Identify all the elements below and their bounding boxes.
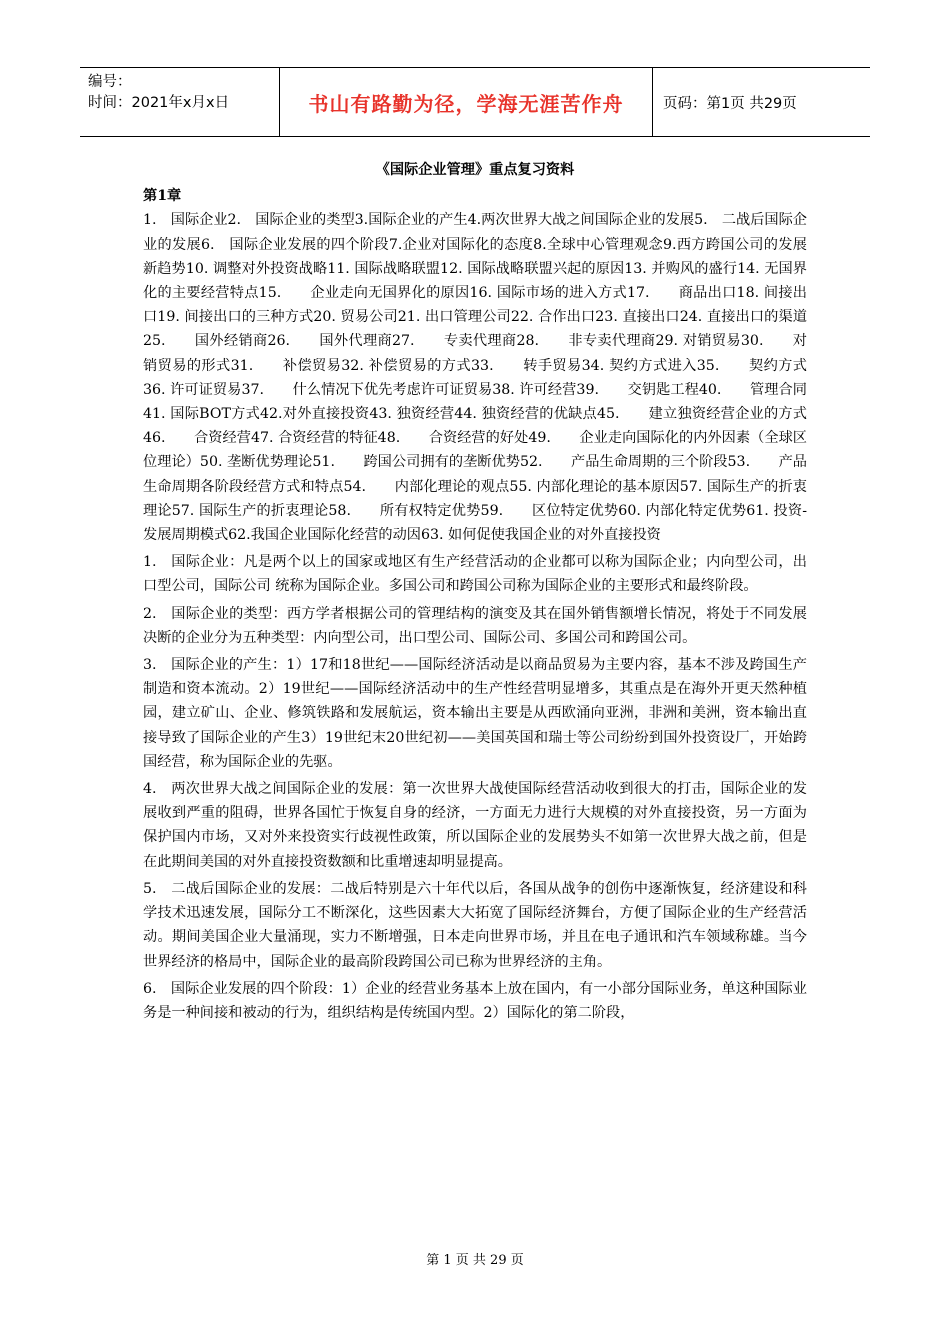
paragraph-5: 5. 二战后国际企业的发展：二战后特别是六十年代以后，各国从战争的创伤中逐渐恢复，经济建设和科学技术迅速发展，国际分工不断深化，这些因素大大拓宽了国际经济舞台，方便了国际企业的生产经营活动。期间美国企业大量涌现，实力不断增强，日本走向世界市场，并且在电子通讯和汽车领域称雄。当今世界经济的格局中，国际企业的最高阶段跨国公司已称为世界经济的主角。 — [143, 880, 807, 970]
header-left-cell — [80, 68, 280, 136]
paragraph-3: 3. 国际企业的产生：1）17和18世纪——国际经济活动是以商品贸易为主要内容，基本不涉及跨国生产制造和资本流动。2）19世纪——国际经济活动中的生产性经营明显增多，其重点是在海外开更天然种植园，建立矿山、企业、修筑铁路和发展航运，资本输出主要是从西欧涌向亚洲，非洲和美洲，资本输出直接导致了国际企业的产生3）19世纪末20世纪初——美国英国和瑞士等公司纷纷到国外投资设厂，开始跨国经营，称为国际企业的先驱。 — [143, 657, 807, 770]
topic-index: 1. 国际企业2. 国际企业的类型3.国际企业的产生4.两次世界大战之间国际企业的发展5. 二战后国际企业的发展6. 国际企业发展的四个阶段7.企业对国际化的态度8.全球中心管理观念9.西方跨国公司的发展新趋势10. 调整对外投资战略11. 国际战略联盟12. 国际战略联盟兴起的原因13. 并购风的盛行14. 无国界化的主要经营特点15. 企业走向无国界化的原因16. 国际市场的进入方式17. 商品出口18. 间接出口19. 间接出口的三种方式20. 贸易公司21. 出口管理公司22. 合作出口23. 直接出口24. 直接出口的渠道25. 国外经销商26. 国外代理商27. 专卖代理商28. 非专卖代理商29. 对销贸易30. 对销贸易的形式31. 补偿贸易32. 补偿贸易的方式33. 转手贸易34. 契约方式进入35. 契约方式36. 许可证贸易37. 什么情况下优先考虑许可证贸易38. 许可经营39. 交钥匙工程40. 管理合同41. 国际BOT方式42.对外直接投资43. 独资经营44. 独资经营的优缺点45. 建立独资经营企业的方式46. 合资经营47. 合资经营的特征48. 合资经营的好处49. 企业走向国际化的内外因素（全球区位理论）50. 垄断优势理论51. 跨国公司拥有的垄断优势52. 产品生命周期的三个阶段53. 产品生命周期各阶段经营方式和特点54. 内部化理论的观点55. 内部化理论的基本原因57. 国际生产的折衷理论57. 国际生产的折衷理论58. 所有权特定优势59. 区位特定优势60. 内部化特定优势61. 投资-发展周期模式62.我国企业国际化经营的动因63. 如何促使我国企业的对外直接投资 — [143, 212, 807, 544]
paragraph-1: 1. 国际企业：凡是两个以上的国家或地区有生产经营活动的企业都可以称为国际企业；内向型公司，出口型公司，国际公司 统称为国际企业。多国公司和跨国公司称为国际企业的主要形式和最终阶段。 — [143, 554, 807, 595]
document-date-label: 时间：2021年x月x日 — [88, 95, 230, 111]
paragraph-4: 4. 两次世界大战之间国际企业的发展：第一次世界大战使国际经营活动收到很大的打击，国际企业的发展收到严重的阻碍，世界各国忙于恢复自身的经济，一方面无力进行大规模的对外直接投资，另一方面为保护国内市场，又对外来投资实行歧视性政策，所以国际企业的发展势头不如第一次世界大战之前，但是在此期间美国的对外直接投资数额和比重增速却明显提高。 — [143, 781, 807, 870]
chapter-heading: 第1章 — [143, 188, 182, 205]
document-number-label: 编号： — [88, 74, 132, 90]
page-footer: 第 1 页 共 29 页 — [426, 1253, 524, 1268]
paragraph-2: 2. 国际企业的类型：西方学者根据公司的管理结构的演变及其在国外销售额增长情况，将处于不同发展决断的企业分为五种类型：内向型公司，出口型公司、国际公司、多国公司和跨国公司。 — [143, 605, 807, 646]
page-header — [80, 67, 870, 137]
header-motto: 书山有路勤为径，学海无涯苦作舟 — [280, 68, 653, 136]
document-title: 《国际企业管理》重点复习资料 — [375, 162, 575, 178]
paragraph-6: 6. 国际企业发展的四个阶段：1）企业的经营业务基本上放在国内，有一小部分国际业务，单这种国际业务是一种间接和被动的行为，组织结构是传统国内型。2）国际化的第二阶段， — [143, 980, 807, 1021]
document-body — [143, 158, 807, 1025]
header-page-info: 页码：第1页 共29页 — [663, 95, 797, 112]
